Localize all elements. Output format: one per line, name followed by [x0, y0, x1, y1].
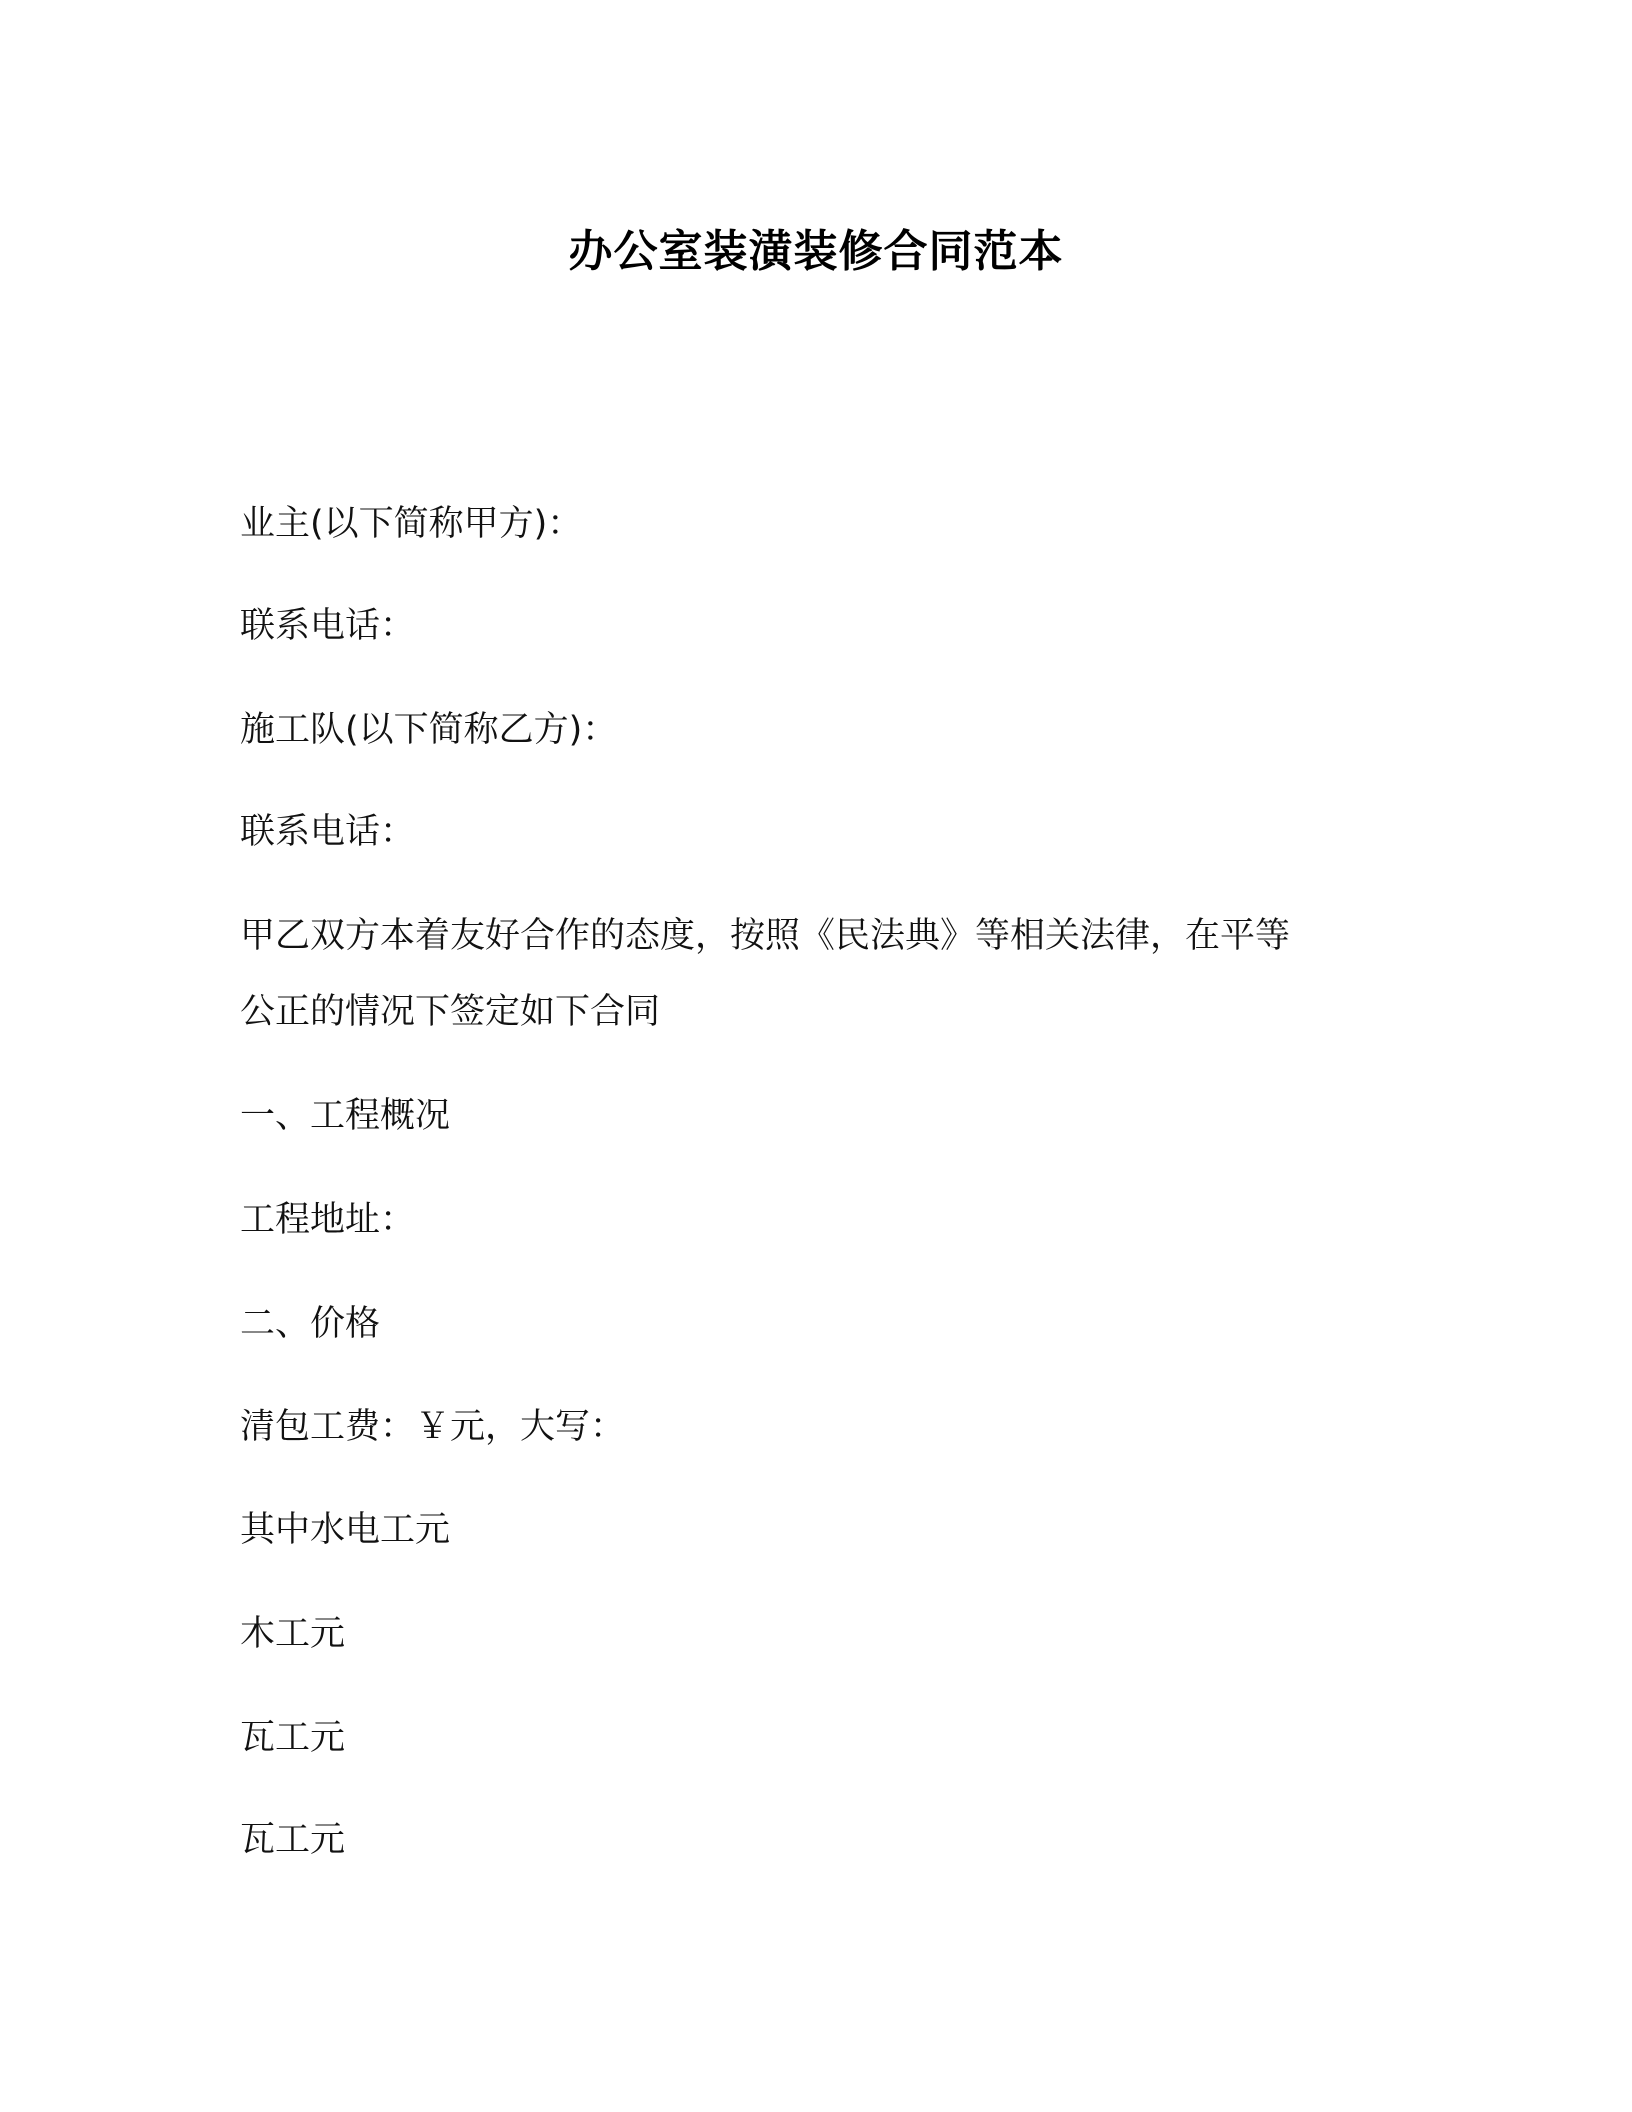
tiler-line-2: 瓦工元	[240, 1820, 346, 1860]
tiler-line-1: 瓦工元	[240, 1718, 346, 1758]
labor-fee-line: 清包工费：￥元，大写：	[240, 1407, 626, 1447]
carpenter-line: 木工元	[240, 1614, 346, 1654]
document-title: 办公室装潢装修合同范本	[568, 226, 1064, 277]
intro-line-1: 甲乙双方本着友好合作的态度，按照《民法典》等相关法律，在平等	[240, 916, 1291, 956]
section-1-heading: 一、工程概况	[240, 1096, 451, 1136]
intro-line-2: 公正的情况下签定如下合同	[240, 992, 661, 1032]
contractor-phone-line: 联系电话：	[240, 812, 416, 852]
contractor-line: 施工队(以下简称乙方)：	[240, 710, 618, 750]
section-2-heading: 二、价格	[240, 1304, 381, 1344]
owner-phone-line: 联系电话：	[240, 606, 416, 646]
project-address-line: 工程地址：	[240, 1200, 416, 1240]
intro-paragraph	[240, 898, 1370, 1050]
owner-line: 业主(以下简称甲方)：	[240, 504, 583, 544]
plumbing-electric-line: 其中水电工元	[240, 1510, 451, 1550]
